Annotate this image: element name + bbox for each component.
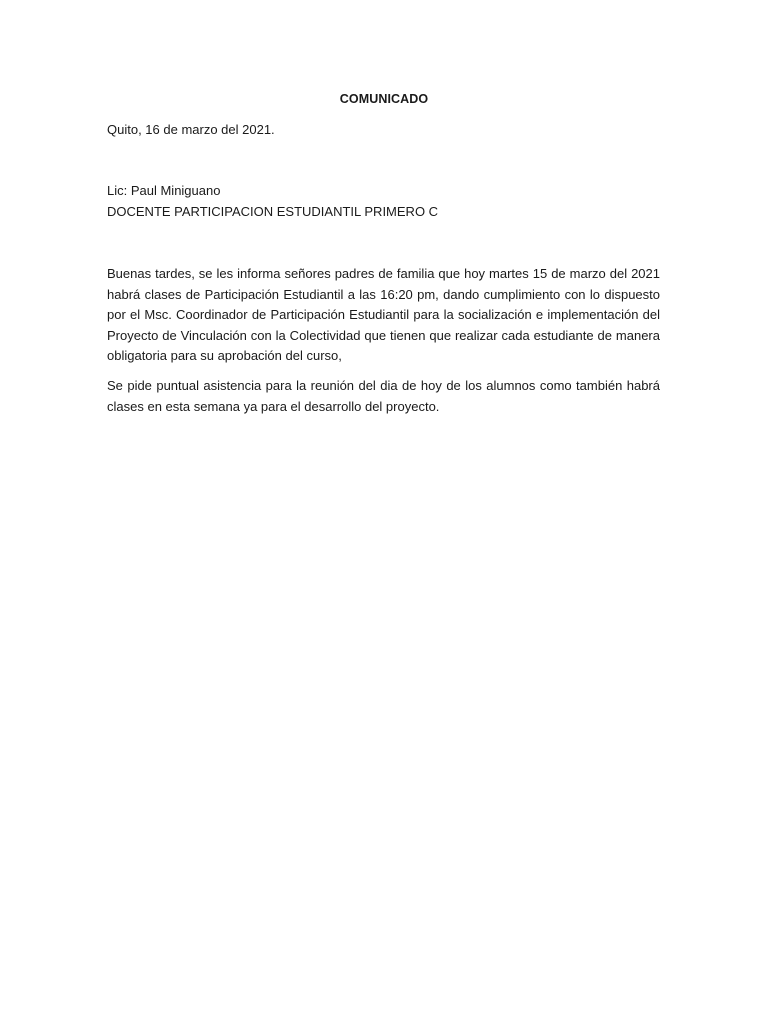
addressee-name: Lic: Paul Miniguano — [107, 183, 221, 198]
body-paragraph: Buenas tardes, se les informa señores padres de familia que hoy martes 15 de marzo del 2021 habrá clases de Participación Estudiantil a las 16:20 pm, dando cumplimiento con lo dispuesto por el Msc. Coordinador de Participación Estudiantil para la socialización e implementación del Proyecto de Vinculación con la Colectividad que tienen que realizar cada estudiante de manera obligatoria para su aprobación del curso, — [107, 266, 660, 364]
body-paragraph: Se pide puntual asistencia para la reunión del dia de hoy de los alumnos como también habrá clases en esta semana ya para el desarrollo del proyecto. — [107, 378, 660, 414]
addressee-role: DOCENTE PARTICIPACION ESTUDIANTIL PRIMERO C — [107, 204, 439, 219]
date-line: Quito, 16 de marzo del 2021. — [107, 122, 275, 137]
document-title: COMUNICADO — [339, 92, 429, 106]
